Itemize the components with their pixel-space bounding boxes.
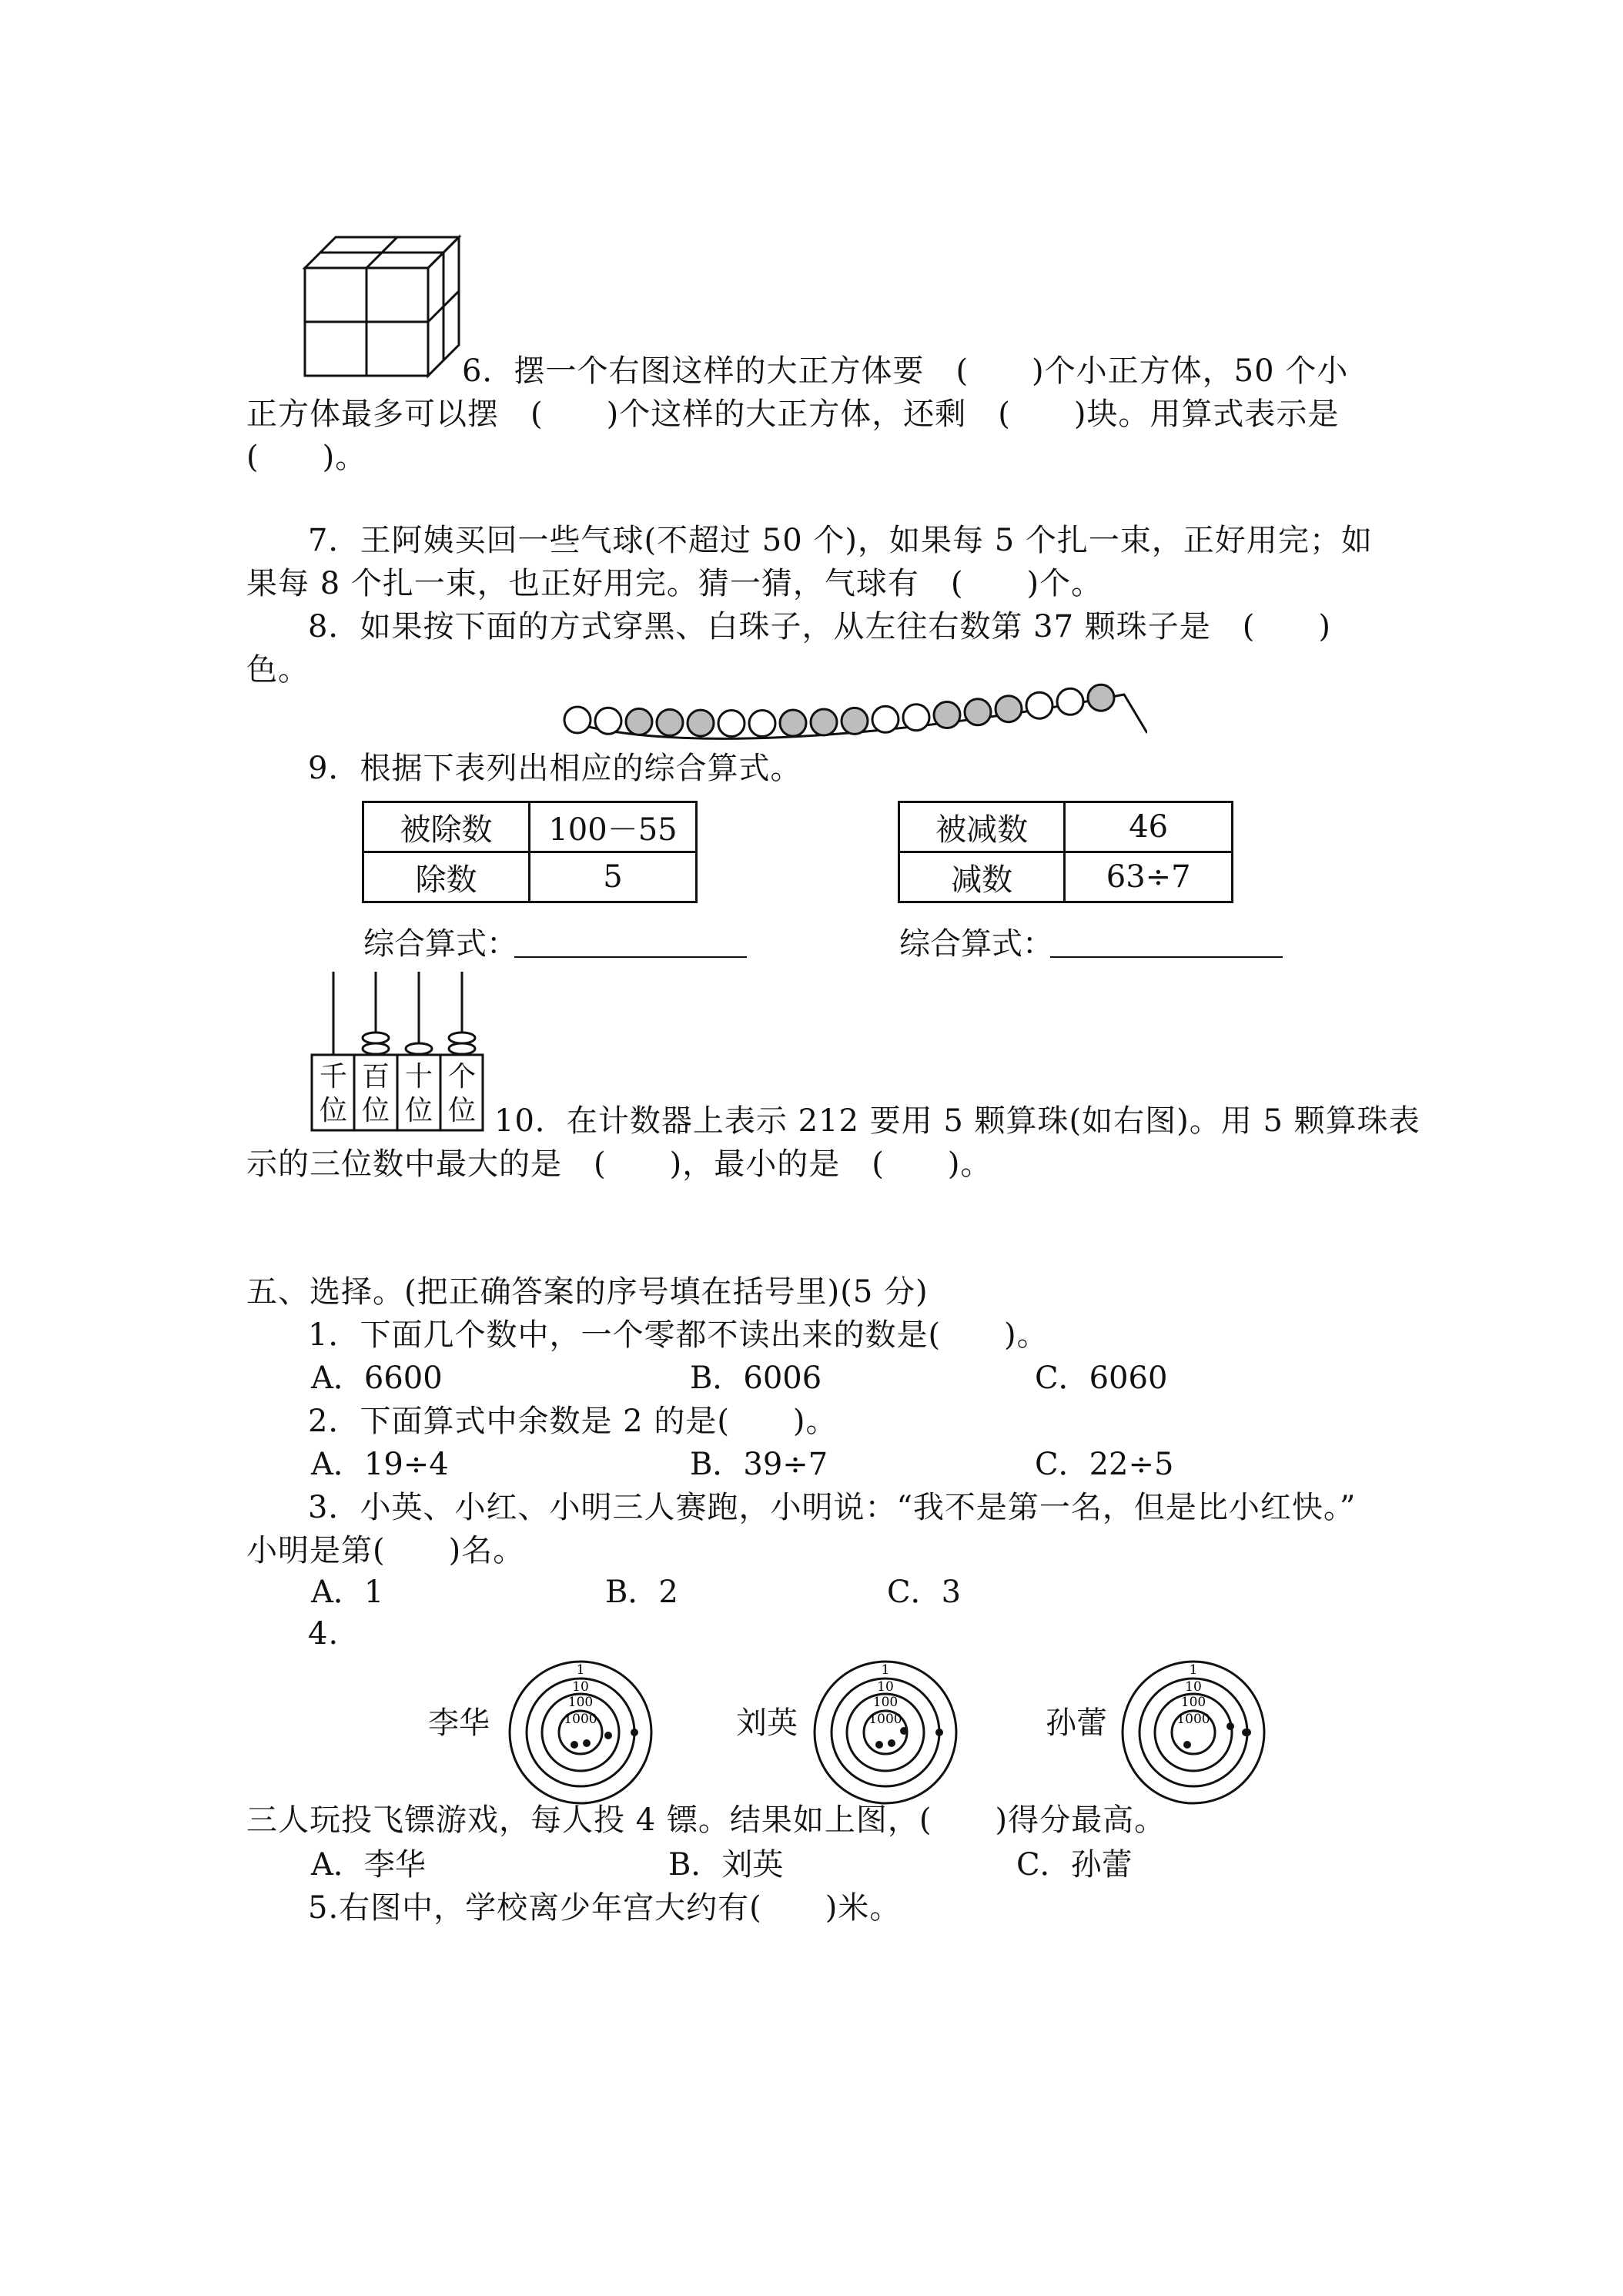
player-name-lihua: 李华 [428,1705,490,1741]
q10-line1: 10．在计数器上表示 212 要用 5 颗算珠(如右图)。用 5 颗算珠表 [494,1103,1421,1139]
answer-line-left[interactable] [514,956,747,958]
q10-line2: 示的三位数中最大的是 ( )，最小的是 ( )。 [246,1146,992,1182]
s5-q2-option-b: B．39÷7 [690,1447,828,1482]
s5-q3-option-c: C．3 [887,1575,962,1610]
table-subtraction [898,801,1233,903]
dart-hit [875,1741,883,1749]
bead-white [718,711,745,737]
q7-line1: 7．王阿姨买回一些气球(不超过 50 个)，如果每 5 个扎一束，正好用完；如 [308,523,1373,558]
s5-q1-option-b: B．6006 [690,1361,822,1396]
dart-ring-label: 10 [1185,1679,1202,1695]
bead-white [595,708,621,734]
dart-ring-label: 1 [1189,1662,1198,1678]
bead-white [1057,688,1083,715]
dart-hit [1226,1722,1234,1730]
s5-q4-option-a: A．李华 [311,1847,426,1883]
bead-black [842,708,868,734]
s5-q2-stem: 2．下面算式中余数是 2 的是( )。 [308,1404,838,1439]
dart-ring-label: 100 [567,1695,594,1710]
s5-q3-option-b: B．2 [605,1575,678,1610]
table-cell: 63÷7 [1065,852,1233,902]
bead-black [626,708,652,735]
q6-line2: 正方体最多可以摆 ( )个这样的大正方体，还剩 ( )块。用算式表示是 [246,397,1340,432]
table-cell: 除数 [363,852,530,902]
table-division [362,801,698,903]
table-cell: 46 [1065,802,1233,852]
section5-title: 五、选择。(把正确答案的序号填在括号里)(5 分) [246,1274,929,1310]
abacus-label: 位 [404,1095,433,1126]
abacus-figure [308,972,493,1133]
table-cell: 100－55 [529,802,696,852]
abacus-label: 千 [319,1061,348,1093]
q7-line2: 果每 8 个扎一束，也正好用完。猜一猜，气球有 ( )个。 [246,566,1103,601]
abacus-label: 位 [319,1095,348,1126]
s5-q4-option-b: B．刘英 [668,1847,784,1883]
abacus-label: 百 [361,1061,390,1093]
s5-q1-stem: 1．下面几个数中，一个零都不读出来的数是( )。 [308,1317,1049,1353]
abacus-label: 个 [447,1061,477,1093]
s5-q1-option-a: A．6600 [311,1361,443,1396]
abacus-bead [449,1043,475,1054]
s5-q2-option-a: A．19÷4 [311,1447,449,1482]
table-cell: 被减数 [899,802,1065,852]
table-cell: 被除数 [363,802,530,852]
q9-title: 9．根据下表列出相应的综合算式。 [308,751,802,786]
bead-black [1088,684,1114,711]
dart-hit [1183,1741,1191,1749]
s5-q3-stem2: 小明是第( )名。 [246,1533,525,1568]
bead-black [780,710,806,736]
dart-ring-label: 1000 [868,1712,902,1727]
dartboard-lihua [504,1655,658,1809]
dart-hit [583,1739,591,1747]
player-name-liuying: 刘英 [736,1705,798,1741]
dart-hit [935,1729,943,1736]
formula-caption-right: 综合算式： [899,926,1053,962]
q6-line3: ( )。 [246,440,367,475]
table-cell: 减数 [899,852,1065,902]
bead-black [996,696,1022,722]
dart-hit [604,1732,612,1739]
dart-hit [1242,1729,1250,1736]
q6-line1: 6．摆一个右图这样的大正方体要 ( )个小正方体，50 个小 [462,353,1349,389]
bead-black [657,709,683,735]
player-name-sunlei: 孙蕾 [1046,1705,1107,1741]
dart-hit [888,1739,895,1747]
dart-ring-label: 10 [877,1679,894,1695]
dartboard-sunlei [1116,1655,1270,1809]
bead-black [965,699,991,725]
dart-ring-label: 1000 [564,1712,597,1727]
dart-hit [631,1729,638,1736]
abacus-label: 十 [404,1061,433,1093]
bead-black [811,709,837,735]
abacus-bead [363,1043,389,1054]
abacus-bead [363,1033,389,1043]
s5-q3-option-a: A．1 [311,1575,384,1610]
dart-ring-label: 10 [572,1679,589,1695]
dartboard-liuying [808,1655,962,1809]
dart-ring-label: 100 [1180,1695,1206,1710]
dart-ring-label: 1 [881,1662,890,1678]
abacus-label: 位 [447,1095,477,1126]
s5-q4-stem: 三人玩投飞镖游戏，每人投 4 镖。结果如上图，( )得分最高。 [246,1802,1166,1838]
bead-white [564,707,591,733]
bead-white [903,705,929,731]
bead-white [749,711,775,737]
q8-line1: 8．如果按下面的方式穿黑、白珠子，从左往右数第 37 颗珠子是 ( ) [308,609,1331,644]
dart-ring-label: 1 [576,1662,585,1678]
s5-q2-option-c: C．22÷5 [1035,1447,1174,1482]
abacus-label: 位 [361,1095,390,1126]
dart-hit [571,1741,578,1749]
formula-caption-left: 综合算式： [363,926,517,962]
dart-hit [900,1727,908,1735]
s5-q3-stem1: 3．小英、小红、小明三人赛跑，小明说：“我不是第一名，但是比小红快。” [308,1490,1357,1525]
bead-black [934,702,960,728]
s5-q4-option-c: C．孙蕾 [1016,1847,1133,1883]
abacus-bead [406,1043,432,1054]
abacus-bead [449,1033,475,1043]
s5-q4-number: 4. [308,1616,340,1652]
bead-black [688,710,714,736]
s5-q5-stem: 5.右图中，学校离少年宫大约有( )米。 [308,1890,902,1926]
s5-q1-option-c: C．6060 [1035,1361,1168,1396]
dart-ring-label: 1000 [1176,1712,1210,1727]
answer-line-right[interactable] [1050,956,1283,958]
bead-white [872,706,899,732]
dart-ring-label: 100 [872,1695,899,1710]
cube-figure [299,231,468,385]
q8-line2: 色。 [246,652,310,688]
bead-white [1026,692,1052,718]
table-cell: 5 [529,852,696,902]
